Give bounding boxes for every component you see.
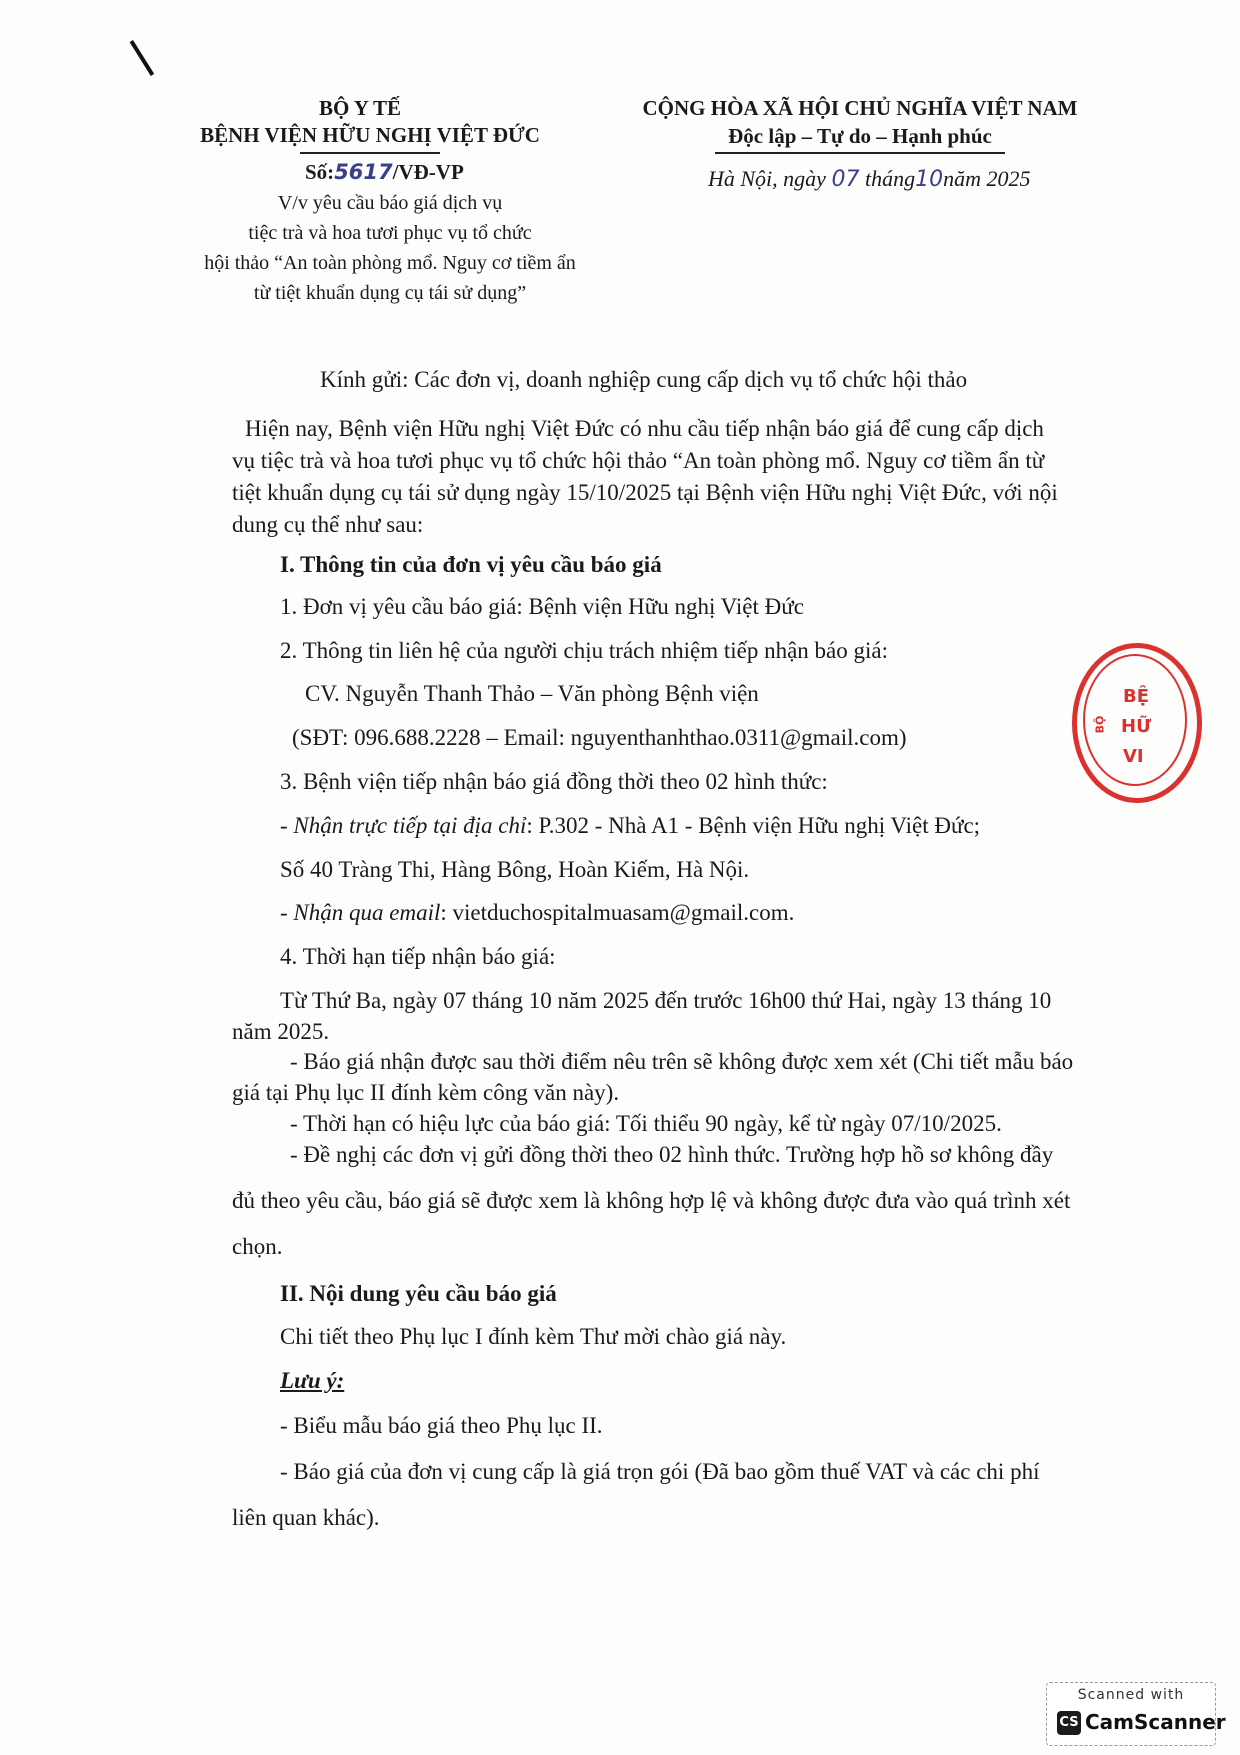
subject-line-3: hội thảo “An toàn phòng mổ. Nguy cơ tiềm ẩn — [204, 252, 576, 274]
section-2-text: Chi tiết theo Phụ lục I đính kèm Thư mời chào giá này. — [280, 1324, 787, 1349]
number-prefix: Số: — [305, 160, 335, 184]
section-2-title: II. Nội dung yêu cầu báo giá — [280, 1281, 557, 1306]
late-notice-line-2: giá tại Phụ lục II đính kèm công văn này). — [232, 1080, 620, 1105]
contact-name: CV. Nguyễn Thanh Thảo – Văn phòng Bệnh viện — [305, 681, 759, 706]
note-2-line-2: liên quan khác). — [232, 1505, 380, 1530]
subject-line-4: từ tiệt khuẩn dụng cụ tái sử dụng” — [253, 282, 527, 304]
hospital-underline — [300, 152, 440, 154]
propose-line-2: đủ theo yêu cầu, báo giá sẽ được xem là không hợp lệ và không được đưa vào quá trình xét — [232, 1188, 1071, 1213]
deadline-line-1: Từ Thứ Ba, ngày 07 tháng 10 năm 2025 đến trước 16h00 thứ Hai, ngày 13 tháng 10 — [280, 988, 1052, 1013]
email-delivery-label: - Nhận qua email — [280, 900, 441, 925]
date-suffix: năm 2025 — [943, 166, 1031, 191]
camscanner-name: CamScanner — [1085, 1710, 1226, 1734]
camscanner-badge — [1046, 1682, 1226, 1746]
date-month-handwritten: 10 — [915, 167, 944, 192]
item-2: 2. Thông tin liên hệ của người chịu trách nhiệm tiếp nhận báo giá: — [280, 638, 888, 663]
item-4: 4. Thời hạn tiếp nhận báo giá: — [280, 944, 556, 969]
validity-line: - Thời hạn có hiệu lực của báo giá: Tối thiểu 90 ngày, kể từ ngày 07/10/2025. — [290, 1111, 1002, 1136]
date-prefix: Hà Nội, ngày — [708, 166, 826, 191]
intro-line-3: tiệt khuẩn dụng cụ tái sử dụng ngày 15/10/2025 tại Bệnh viện Hữu nghị Việt Đức, với nội — [232, 480, 1058, 505]
recipient-line: Kính gửi: Các đơn vị, doanh nghiệp cung cấp dịch vụ tổ chức hội thảo — [320, 367, 968, 392]
note-title: Lưu ý: — [280, 1368, 345, 1393]
item-3: 3. Bệnh viện tiếp nhận báo giá đồng thời theo 02 hình thức: — [280, 769, 828, 794]
country-name: CỘNG HÒA XÃ HỘI CHỦ NGHĨA VIỆT NAM — [642, 96, 1078, 120]
date-mid: tháng — [864, 166, 916, 191]
place-date — [708, 166, 1030, 192]
email-delivery — [280, 898, 794, 928]
contact-phone-email: (SĐT: 096.688.2228 – Email: nguyenthanhthao.0311@gmail.com) — [292, 725, 907, 750]
number-suffix: /VĐ-VP — [392, 160, 464, 184]
motto: Độc lập – Tự do – Hạnh phúc — [728, 124, 992, 148]
direct-delivery — [280, 811, 980, 841]
seal-text-side: BỘ — [1093, 715, 1107, 734]
propose-line-3: chọn. — [232, 1234, 283, 1259]
note-2-line-1: - Báo giá của đơn vị cung cấp là giá trọn gói (Đã bao gồm thuế VAT và các chi phí — [280, 1459, 1040, 1484]
seal-text-2: HỮ — [1121, 716, 1152, 737]
date-day-handwritten: 07 — [831, 167, 860, 192]
camscanner-logo-icon: CS — [1057, 1711, 1081, 1735]
ministry-name: BỘ Y TẾ — [318, 96, 402, 120]
number-handwritten: 5617 — [334, 160, 393, 184]
intro-line-4: dung cụ thể như sau: — [232, 512, 424, 537]
document-number — [305, 160, 464, 185]
direct-delivery-value: : P.302 - Nhà A1 - Bệnh viện Hữu nghị Việt Đức; — [526, 813, 981, 838]
item-1: 1. Đơn vị yêu cầu báo giá: Bệnh viện Hữu nghị Việt Đức — [280, 594, 804, 619]
deadline-line-2: năm 2025. — [232, 1019, 330, 1044]
address-line: Số 40 Tràng Thi, Hàng Bông, Hoàn Kiếm, Hà Nội. — [280, 857, 750, 882]
intro-line-1: Hiện nay, Bệnh viện Hữu nghị Việt Đức có nhu cầu tiếp nhận báo giá để cung cấp dịch — [245, 416, 1044, 441]
note-1: - Biểu mẫu báo giá theo Phụ lục II. — [280, 1413, 603, 1438]
email-delivery-value: : vietduchospitalmuasam@gmail.com. — [440, 900, 795, 925]
intro-line-2: vụ tiệc trà và hoa tươi phục vụ tổ chức hội thảo “An toàn phòng mổ. Nguy cơ tiềm ẩn từ — [232, 448, 1045, 473]
subject-line-1: V/v yêu cầu báo giá dịch vụ — [277, 192, 503, 214]
scanned-with-label: Scanned with — [1077, 1687, 1185, 1703]
late-notice-line-1: - Báo giá nhận được sau thời điểm nêu trên sẽ không được xem xét (Chi tiết mẫu báo — [290, 1049, 1074, 1074]
section-1-title: I. Thông tin của đơn vị yêu cầu báo giá — [280, 552, 662, 577]
propose-line-1: - Đề nghị các đơn vị gửi đồng thời theo 02 hình thức. Trường hợp hồ sơ không đầy — [290, 1142, 1054, 1167]
direct-delivery-label: - Nhận trực tiếp tại địa chỉ — [280, 813, 527, 838]
pen-stroke-mark — [130, 40, 155, 76]
motto-underline — [715, 152, 1005, 154]
hospital-name: BỆNH VIỆN HỮU NGHỊ VIỆT ĐỨC — [200, 123, 540, 147]
seal-text-3: VI — [1123, 746, 1144, 767]
red-seal-stamp — [1072, 643, 1202, 803]
subject-line-2: tiệc trà và hoa tươi phục vụ tổ chức — [248, 222, 532, 244]
seal-text-1: BỆ — [1123, 686, 1150, 707]
